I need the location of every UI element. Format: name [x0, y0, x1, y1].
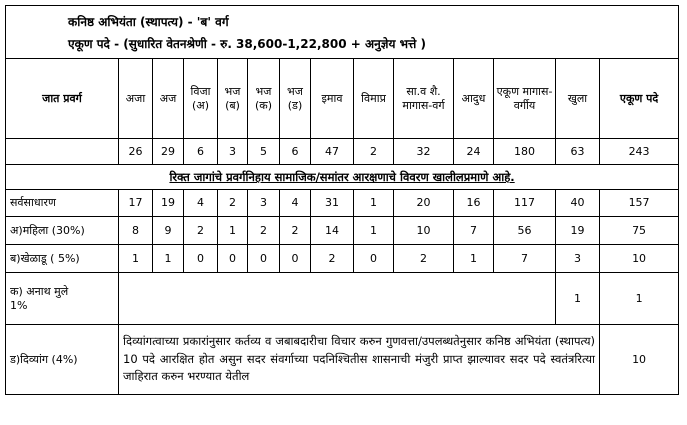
- col-header-sebc: सा.व शै. मागास-वर्ग: [394, 59, 454, 139]
- category-header: जात प्रवर्ग: [6, 59, 119, 139]
- cell-value: 2: [394, 245, 454, 273]
- cell-value: 157: [600, 190, 679, 217]
- cell-value: 1: [556, 273, 600, 325]
- table-row: [6, 245, 679, 273]
- total-value: 2: [354, 139, 394, 165]
- cell-value: 1: [600, 273, 679, 325]
- total-value: 26: [119, 139, 153, 165]
- totals-label-cell: [6, 139, 119, 165]
- col-header-vja: विजा (अ): [184, 59, 218, 139]
- total-value: 180: [494, 139, 556, 165]
- section-banner: रिक्त जागांचे प्रवर्गनिहाय सामाजिक/समांतर आरक्षणाचे विवरण खालीलप्रमाणे आहे.: [6, 165, 679, 190]
- disabled-note: दिव्यांगत्वाच्या प्रकारांनुसार कर्तव्य व जबाबदारीचा विचार करुन गुणवत्ता/उपलब्धतेनुसार कनिष्ठ अभियंता (स्थापत्य) 10 पदे आरक्षित होत असुन सदर संवर्गाच्या पदनिश्चितीस शासनाची मंजुरी प्राप्त झाल्यावर सदर पदे स्वतंत्ररित्या जाहिरात करुन भरण्यात येतील: [119, 325, 600, 395]
- cell-value: 0: [354, 245, 394, 273]
- orphan-row: [6, 273, 679, 325]
- totals-row: [6, 139, 679, 165]
- cell-value: 1: [354, 217, 394, 245]
- total-value: 24: [454, 139, 494, 165]
- post-title: कनिष्ठ अभियंता (स्थापत्य) - 'ब' वर्ग: [68, 15, 229, 29]
- cell-value: 1: [354, 190, 394, 217]
- cell-value: 2: [218, 190, 248, 217]
- cell-value: 10: [394, 217, 454, 245]
- cell-value: 3: [556, 245, 600, 273]
- total-value: 63: [556, 139, 600, 165]
- disabled-row: [6, 325, 679, 395]
- total-value: 3: [218, 139, 248, 165]
- pay-scale-line: एकूण पदे - (सुधारित वेतनश्रेणी - रु. 38,600-1,22,800 + अनुज्ञेय भत्ते ): [68, 37, 427, 51]
- cell-value: 31: [311, 190, 354, 217]
- col-header-ntd: भज (ड): [280, 59, 311, 139]
- cell-value: 0: [184, 245, 218, 273]
- col-header-open: खुला: [556, 59, 600, 139]
- cell-value: 14: [311, 217, 354, 245]
- cell-value: 7: [454, 217, 494, 245]
- cell-value: 117: [494, 190, 556, 217]
- cell-value: 20: [394, 190, 454, 217]
- column-header-row: [6, 59, 679, 139]
- total-value: 6: [280, 139, 311, 165]
- cell-value: 0: [248, 245, 280, 273]
- col-header-total-backward: एकूण मागास-वर्गीय: [494, 59, 556, 139]
- row-label: ब)खेळाडू ( 5%): [6, 245, 119, 273]
- table-row: [6, 190, 679, 217]
- title-cell: [6, 6, 679, 59]
- cell-value: 0: [218, 245, 248, 273]
- cell-value: 2: [280, 217, 311, 245]
- title-row: [6, 6, 679, 59]
- cell-value: 16: [454, 190, 494, 217]
- col-header-sbc: विमाप्र: [354, 59, 394, 139]
- banner-row: [6, 165, 679, 190]
- cell-value: 0: [280, 245, 311, 273]
- col-header-ntb: भज (ब): [218, 59, 248, 139]
- cell-value: 56: [494, 217, 556, 245]
- total-value: 5: [248, 139, 280, 165]
- col-header-ntc: भज (क): [248, 59, 280, 139]
- total-value: 29: [153, 139, 184, 165]
- cell-value: 4: [280, 190, 311, 217]
- cell-value: 2: [248, 217, 280, 245]
- cell-value: 4: [184, 190, 218, 217]
- cell-value: 3: [248, 190, 280, 217]
- col-header-sc: अजा: [119, 59, 153, 139]
- row-label: सर्वसाधारण: [6, 190, 119, 217]
- cell-value: 40: [556, 190, 600, 217]
- row-label: अ)महिला (30%): [6, 217, 119, 245]
- row-label: ड)दिव्यांग (4%): [6, 325, 119, 395]
- cell-value: 10: [600, 325, 679, 395]
- cell-value: 19: [153, 190, 184, 217]
- cell-value: 2: [311, 245, 354, 273]
- cell-value: 8: [119, 217, 153, 245]
- cell-value: 10: [600, 245, 679, 273]
- cell-value: 9: [153, 217, 184, 245]
- cell-value: 1: [153, 245, 184, 273]
- cell-value: 1: [454, 245, 494, 273]
- cell-value: 17: [119, 190, 153, 217]
- cell-value: 7: [494, 245, 556, 273]
- total-value: 243: [600, 139, 679, 165]
- cell-value: 75: [600, 217, 679, 245]
- total-value: 47: [311, 139, 354, 165]
- total-value: 6: [184, 139, 218, 165]
- cell-value: 2: [184, 217, 218, 245]
- col-header-st: अज: [153, 59, 184, 139]
- reservation-table: [5, 5, 679, 395]
- row-label: [6, 273, 119, 325]
- total-value: 32: [394, 139, 454, 165]
- col-header-total-posts: एकूण पदे: [600, 59, 679, 139]
- orphan-empty-span: [119, 273, 556, 325]
- col-header-ews: आदुध: [454, 59, 494, 139]
- table-row: [6, 217, 679, 245]
- col-header-obc: इमाव: [311, 59, 354, 139]
- orphan-percent: 1%: [10, 298, 28, 312]
- cell-value: 1: [218, 217, 248, 245]
- cell-value: 19: [556, 217, 600, 245]
- cell-value: 1: [119, 245, 153, 273]
- orphan-label: क) अनाथ मुले: [10, 284, 69, 298]
